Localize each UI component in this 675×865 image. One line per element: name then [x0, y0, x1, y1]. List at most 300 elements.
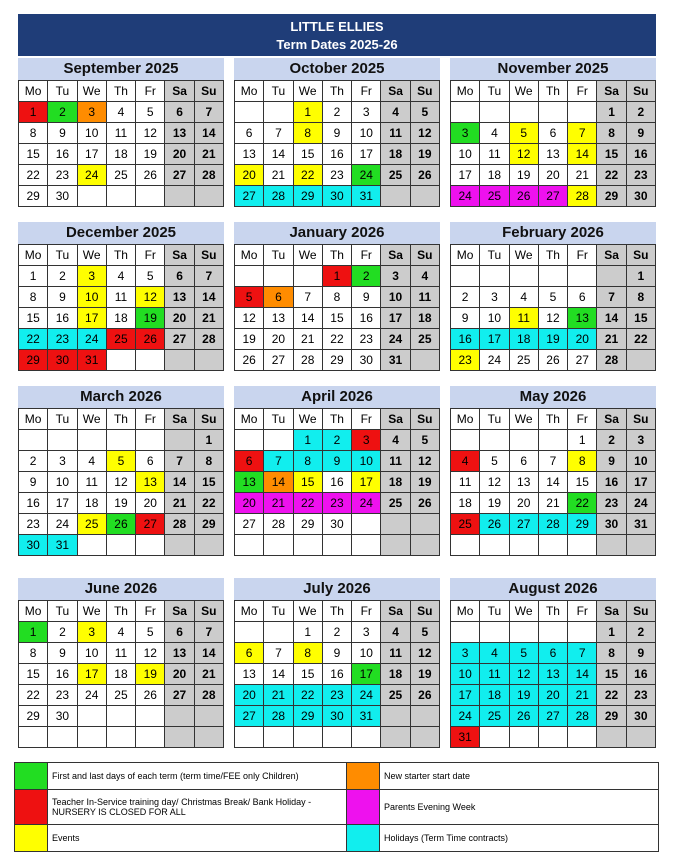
day-cell: 28: [194, 165, 223, 186]
day-cell: 12: [136, 287, 165, 308]
day-cell: [352, 514, 381, 535]
week-row: [19, 622, 224, 643]
day-cell: 23: [597, 493, 626, 514]
day-cell: [538, 266, 567, 287]
day-cell: 12: [410, 643, 439, 664]
day-cell: 1: [568, 430, 597, 451]
week-row: [451, 493, 656, 514]
day-cell: 3: [77, 102, 106, 123]
weekday-header: Th: [538, 409, 567, 430]
day-cell: [106, 727, 135, 748]
day-cell: 17: [48, 493, 77, 514]
weekday-header: Fr: [136, 245, 165, 266]
day-cell: 14: [568, 144, 597, 165]
day-cell: 31: [451, 727, 480, 748]
day-cell: 9: [19, 472, 48, 493]
day-cell: 9: [48, 123, 77, 144]
day-cell: [597, 266, 626, 287]
month-title: November 2025: [450, 58, 656, 80]
day-cell: 13: [538, 664, 567, 685]
day-cell: [381, 727, 410, 748]
week-row: [19, 685, 224, 706]
day-cell: 16: [322, 472, 351, 493]
term-dates-title: Term Dates 2025-26: [276, 37, 398, 52]
day-cell: 18: [451, 493, 480, 514]
day-cell: [136, 706, 165, 727]
day-cell: 11: [451, 472, 480, 493]
day-cell: 4: [410, 266, 439, 287]
day-cell: 6: [136, 451, 165, 472]
month-calendar: [450, 58, 656, 207]
day-cell: 17: [352, 472, 381, 493]
day-cell: [165, 706, 194, 727]
month-calendar: [450, 578, 656, 748]
day-cell: 4: [451, 451, 480, 472]
day-cell: 25: [77, 514, 106, 535]
day-cell: 17: [77, 144, 106, 165]
weekday-header: Tu: [480, 81, 509, 102]
day-cell: 28: [264, 186, 293, 207]
day-cell: [264, 727, 293, 748]
day-cell: 13: [136, 472, 165, 493]
day-cell: 15: [626, 308, 655, 329]
day-cell: 27: [235, 706, 264, 727]
day-cell: 3: [352, 430, 381, 451]
week-row: [451, 102, 656, 123]
day-cell: 31: [381, 350, 410, 371]
week-row: [451, 266, 656, 287]
day-cell: 19: [509, 685, 538, 706]
day-cell: 12: [410, 123, 439, 144]
month-grid: [18, 600, 224, 748]
day-cell: [106, 186, 135, 207]
day-cell: [136, 535, 165, 556]
day-cell: 15: [293, 472, 322, 493]
day-cell: 16: [626, 144, 655, 165]
day-cell: 10: [77, 643, 106, 664]
day-cell: 7: [538, 451, 567, 472]
month-calendar: [18, 58, 224, 207]
day-cell: 4: [106, 622, 135, 643]
day-cell: 29: [597, 706, 626, 727]
day-cell: 24: [381, 329, 410, 350]
day-cell: 6: [538, 123, 567, 144]
day-cell: [235, 622, 264, 643]
day-cell: [626, 535, 655, 556]
day-cell: 9: [322, 643, 351, 664]
day-cell: 4: [381, 622, 410, 643]
day-cell: 28: [264, 514, 293, 535]
week-row: [235, 430, 440, 451]
week-row: [19, 472, 224, 493]
day-cell: 10: [626, 451, 655, 472]
day-cell: 24: [77, 329, 106, 350]
day-cell: 1: [597, 622, 626, 643]
week-row: [235, 706, 440, 727]
day-cell: [480, 535, 509, 556]
day-cell: [480, 622, 509, 643]
day-cell: 7: [194, 102, 223, 123]
day-cell: 27: [264, 350, 293, 371]
day-cell: 18: [480, 165, 509, 186]
day-cell: 26: [410, 165, 439, 186]
legend-label-yellow: Events: [48, 825, 347, 852]
weekday-header: We: [509, 409, 538, 430]
day-cell: [136, 350, 165, 371]
weekday-header: Su: [410, 245, 439, 266]
day-cell: 11: [381, 123, 410, 144]
day-cell: 23: [48, 685, 77, 706]
day-cell: 6: [538, 643, 567, 664]
day-cell: [480, 266, 509, 287]
weekday-header: We: [293, 245, 322, 266]
day-cell: 20: [509, 493, 538, 514]
day-cell: 8: [597, 123, 626, 144]
legend-label-green: First and last days of each term (term time/FEE only Children): [48, 763, 347, 790]
week-row: [451, 186, 656, 207]
day-cell: 26: [106, 514, 135, 535]
day-cell: 2: [322, 622, 351, 643]
day-cell: 13: [538, 144, 567, 165]
week-row: [19, 451, 224, 472]
day-cell: 20: [235, 165, 264, 186]
day-cell: 7: [194, 266, 223, 287]
day-cell: 8: [19, 287, 48, 308]
day-cell: 25: [480, 706, 509, 727]
day-cell: 25: [451, 514, 480, 535]
day-cell: 5: [480, 451, 509, 472]
day-cell: [264, 622, 293, 643]
legend-swatch-green: [15, 763, 48, 790]
day-cell: 14: [264, 472, 293, 493]
day-cell: 19: [509, 165, 538, 186]
day-cell: 14: [568, 664, 597, 685]
day-cell: [235, 430, 264, 451]
day-cell: [626, 350, 655, 371]
day-cell: 21: [568, 685, 597, 706]
day-cell: 27: [165, 329, 194, 350]
day-cell: 7: [264, 643, 293, 664]
weekday-header: Tu: [264, 81, 293, 102]
month-calendar: [234, 578, 440, 748]
day-cell: [194, 535, 223, 556]
day-cell: 9: [48, 287, 77, 308]
day-cell: 26: [410, 685, 439, 706]
day-cell: [509, 535, 538, 556]
day-cell: [538, 102, 567, 123]
day-cell: 8: [19, 123, 48, 144]
day-cell: [235, 266, 264, 287]
day-cell: 22: [19, 165, 48, 186]
day-cell: 23: [451, 350, 480, 371]
day-cell: [19, 430, 48, 451]
day-cell: 27: [509, 514, 538, 535]
legend: [14, 762, 659, 852]
weekday-header: Fr: [352, 245, 381, 266]
legend-label-red: Teacher In-Service training day/ Christmas Break/ Bank Holiday - NURSERY IS CLOSED FOR ALL: [48, 790, 347, 825]
day-cell: [626, 727, 655, 748]
day-cell: [451, 622, 480, 643]
day-cell: 10: [480, 308, 509, 329]
weekday-header: Su: [626, 245, 655, 266]
day-cell: [352, 727, 381, 748]
day-cell: [381, 706, 410, 727]
day-cell: [480, 430, 509, 451]
day-cell: 21: [264, 493, 293, 514]
week-row: [451, 706, 656, 727]
day-cell: 3: [48, 451, 77, 472]
day-cell: 31: [352, 706, 381, 727]
day-cell: 18: [381, 144, 410, 165]
day-cell: 15: [293, 664, 322, 685]
month-calendar: [234, 222, 440, 371]
day-cell: 23: [322, 685, 351, 706]
day-cell: [538, 430, 567, 451]
weekday-header: Th: [538, 81, 567, 102]
weekday-header: Su: [626, 81, 655, 102]
weekday-header: Mo: [19, 81, 48, 102]
day-cell: 4: [381, 430, 410, 451]
weekday-header: Tu: [48, 81, 77, 102]
day-cell: 5: [509, 643, 538, 664]
weekday-header: We: [77, 601, 106, 622]
month-title: October 2025: [234, 58, 440, 80]
day-cell: 15: [293, 144, 322, 165]
day-cell: [194, 706, 223, 727]
week-row: [19, 706, 224, 727]
day-cell: 28: [194, 329, 223, 350]
day-cell: 14: [538, 472, 567, 493]
day-cell: 13: [568, 308, 597, 329]
day-cell: 3: [451, 123, 480, 144]
day-cell: [136, 727, 165, 748]
day-cell: 27: [235, 186, 264, 207]
week-row: [19, 329, 224, 350]
day-cell: 11: [509, 308, 538, 329]
weekday-header: Mo: [451, 409, 480, 430]
day-cell: 22: [19, 329, 48, 350]
day-cell: [480, 102, 509, 123]
day-cell: 1: [293, 622, 322, 643]
day-cell: 29: [293, 514, 322, 535]
weekday-header: We: [509, 81, 538, 102]
legend-swatch-yellow: [15, 825, 48, 852]
month-grid: [234, 600, 440, 748]
day-cell: 3: [480, 287, 509, 308]
week-row: [235, 643, 440, 664]
day-cell: 5: [410, 102, 439, 123]
week-row: [451, 308, 656, 329]
day-cell: 21: [194, 308, 223, 329]
day-cell: [381, 514, 410, 535]
day-cell: 19: [410, 664, 439, 685]
day-cell: 25: [381, 685, 410, 706]
day-cell: 6: [165, 266, 194, 287]
weekday-header: Sa: [381, 81, 410, 102]
weekday-header: Sa: [165, 81, 194, 102]
week-row: [235, 451, 440, 472]
day-cell: 12: [136, 123, 165, 144]
weekday-header: We: [77, 81, 106, 102]
day-cell: [106, 535, 135, 556]
day-cell: [451, 266, 480, 287]
day-cell: 18: [410, 308, 439, 329]
weekday-header: Sa: [597, 245, 626, 266]
week-row: [451, 514, 656, 535]
week-row: [19, 287, 224, 308]
day-cell: 1: [19, 102, 48, 123]
day-cell: 5: [509, 123, 538, 144]
day-cell: 11: [381, 643, 410, 664]
day-cell: [597, 727, 626, 748]
day-cell: 21: [293, 329, 322, 350]
day-cell: 29: [293, 706, 322, 727]
day-cell: 30: [322, 186, 351, 207]
legend-swatch-cyan: [347, 825, 380, 852]
day-cell: 14: [165, 472, 194, 493]
day-cell: 27: [538, 706, 567, 727]
weekday-header: Fr: [568, 81, 597, 102]
day-cell: 7: [264, 451, 293, 472]
weekday-header: Su: [626, 601, 655, 622]
day-cell: [410, 727, 439, 748]
day-cell: [451, 430, 480, 451]
day-cell: 29: [568, 514, 597, 535]
day-cell: [538, 535, 567, 556]
week-row: [235, 622, 440, 643]
day-cell: 10: [352, 123, 381, 144]
week-row: [451, 643, 656, 664]
day-cell: 27: [568, 350, 597, 371]
day-cell: [194, 186, 223, 207]
day-cell: 1: [19, 622, 48, 643]
month-grid: [450, 408, 656, 556]
day-cell: 24: [77, 165, 106, 186]
month-calendar: [234, 386, 440, 556]
day-cell: 13: [235, 472, 264, 493]
day-cell: [568, 727, 597, 748]
day-cell: [293, 535, 322, 556]
day-cell: 16: [19, 493, 48, 514]
day-cell: 14: [264, 144, 293, 165]
week-row: [235, 535, 440, 556]
day-cell: 30: [626, 186, 655, 207]
day-cell: [597, 535, 626, 556]
weekday-header: Tu: [480, 601, 509, 622]
weekday-header: Fr: [136, 81, 165, 102]
day-cell: [264, 430, 293, 451]
day-cell: [165, 535, 194, 556]
day-cell: 28: [568, 186, 597, 207]
day-cell: [165, 186, 194, 207]
weekday-header: Su: [194, 601, 223, 622]
weekday-header: Fr: [136, 601, 165, 622]
day-cell: [410, 186, 439, 207]
month-grid: [18, 408, 224, 556]
day-cell: 19: [235, 329, 264, 350]
weekday-header: Su: [410, 81, 439, 102]
day-cell: 16: [597, 472, 626, 493]
weekday-header: Th: [322, 245, 351, 266]
day-cell: 28: [194, 685, 223, 706]
day-cell: 29: [19, 706, 48, 727]
day-cell: [293, 266, 322, 287]
day-cell: 23: [626, 685, 655, 706]
day-cell: 24: [352, 493, 381, 514]
day-cell: 11: [106, 643, 135, 664]
day-cell: 24: [451, 706, 480, 727]
day-cell: 24: [77, 685, 106, 706]
month-title: September 2025: [18, 58, 224, 80]
month-title: February 2026: [450, 222, 656, 244]
week-row: [451, 664, 656, 685]
weekday-header: Sa: [165, 245, 194, 266]
day-cell: [509, 102, 538, 123]
day-cell: 5: [410, 622, 439, 643]
weekday-header: Sa: [165, 409, 194, 430]
day-cell: 29: [194, 514, 223, 535]
month-calendar: [18, 578, 224, 748]
nursery-name: LITTLE ELLIES: [290, 19, 384, 34]
day-cell: 5: [136, 102, 165, 123]
day-cell: 26: [509, 706, 538, 727]
day-cell: 29: [597, 186, 626, 207]
week-row: [19, 123, 224, 144]
day-cell: 18: [106, 308, 135, 329]
day-cell: 11: [381, 451, 410, 472]
day-cell: 16: [322, 144, 351, 165]
day-cell: 13: [165, 123, 194, 144]
day-cell: 30: [48, 350, 77, 371]
day-cell: 30: [19, 535, 48, 556]
weekday-header: Th: [322, 409, 351, 430]
day-cell: 22: [322, 329, 351, 350]
day-cell: 13: [509, 472, 538, 493]
weekday-header: Su: [626, 409, 655, 430]
day-cell: 20: [165, 144, 194, 165]
day-cell: 19: [136, 664, 165, 685]
day-cell: 12: [136, 643, 165, 664]
legend-label-cyan: Holidays (Term Time contracts): [380, 825, 659, 852]
day-cell: 27: [538, 186, 567, 207]
day-cell: 6: [165, 622, 194, 643]
weekday-header: Mo: [235, 409, 264, 430]
day-cell: 8: [293, 451, 322, 472]
day-cell: 3: [352, 102, 381, 123]
day-cell: 17: [77, 664, 106, 685]
day-cell: 30: [322, 706, 351, 727]
day-cell: [293, 727, 322, 748]
day-cell: 20: [264, 329, 293, 350]
day-cell: [77, 727, 106, 748]
weekday-header: We: [293, 601, 322, 622]
day-cell: 1: [293, 430, 322, 451]
day-cell: [48, 430, 77, 451]
weekday-header: Fr: [136, 409, 165, 430]
weekday-header: Tu: [264, 601, 293, 622]
month-grid: [450, 244, 656, 371]
day-cell: [381, 535, 410, 556]
day-cell: 14: [194, 123, 223, 144]
day-cell: 30: [352, 350, 381, 371]
day-cell: 19: [480, 493, 509, 514]
month-grid: [18, 80, 224, 207]
day-cell: [235, 727, 264, 748]
day-cell: 30: [48, 186, 77, 207]
day-cell: 5: [235, 287, 264, 308]
day-cell: 17: [480, 329, 509, 350]
day-cell: 30: [597, 514, 626, 535]
